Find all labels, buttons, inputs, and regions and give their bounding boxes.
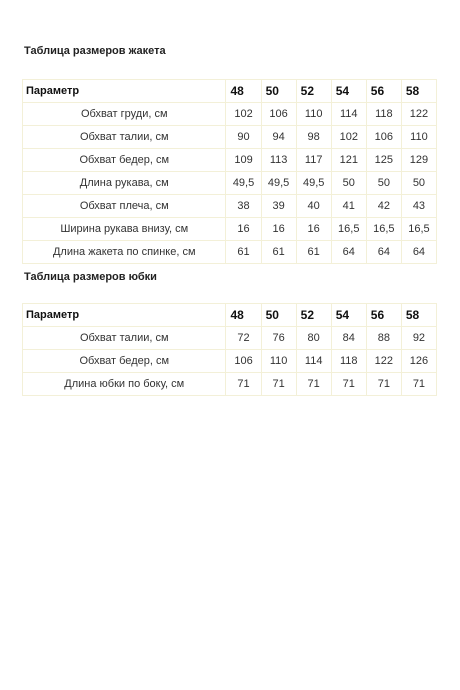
size-value-cell: 102 (331, 126, 366, 149)
size-value-cell: 92 (401, 327, 436, 350)
size-value-cell: 61 (296, 241, 331, 264)
size-value-cell: 72 (226, 327, 261, 350)
size-value-cell: 71 (226, 373, 261, 396)
column-header-size: 58 (401, 304, 436, 327)
size-value-cell: 102 (226, 103, 261, 126)
size-value-cell: 16,5 (366, 218, 401, 241)
size-value-cell: 122 (366, 350, 401, 373)
table-row (23, 172, 437, 195)
row-parameter-label: Обхват талии, см (23, 327, 226, 350)
size-value-cell: 50 (366, 172, 401, 195)
size-value-cell: 76 (261, 327, 296, 350)
size-value-cell: 114 (331, 103, 366, 126)
table-row (23, 241, 437, 264)
size-value-cell: 71 (261, 373, 296, 396)
row-parameter-label: Обхват плеча, см (23, 195, 226, 218)
table-header-row (23, 304, 437, 327)
table-row (23, 103, 437, 126)
column-header-size: 50 (261, 80, 296, 103)
size-value-cell: 16 (296, 218, 331, 241)
row-parameter-label: Обхват груди, см (23, 103, 226, 126)
row-parameter-label: Обхват бедер, см (23, 350, 226, 373)
column-header-size: 50 (261, 304, 296, 327)
row-parameter-label: Ширина рукава внизу, см (23, 218, 226, 241)
size-value-cell: 38 (226, 195, 261, 218)
size-value-cell: 64 (331, 241, 366, 264)
column-header-size: 56 (366, 80, 401, 103)
size-value-cell: 117 (296, 149, 331, 172)
size-value-cell: 118 (366, 103, 401, 126)
size-value-cell: 125 (366, 149, 401, 172)
column-header-size: 52 (296, 80, 331, 103)
size-value-cell: 113 (261, 149, 296, 172)
size-value-cell: 118 (331, 350, 366, 373)
column-header-size: 58 (401, 80, 436, 103)
size-value-cell: 126 (401, 350, 436, 373)
size-value-cell: 16,5 (401, 218, 436, 241)
row-parameter-label: Обхват талии, см (23, 126, 226, 149)
size-value-cell: 109 (226, 149, 261, 172)
table-row (23, 149, 437, 172)
size-value-cell: 39 (261, 195, 296, 218)
size-value-cell: 114 (296, 350, 331, 373)
size-value-cell: 122 (401, 103, 436, 126)
column-header-parameter: Параметр (23, 304, 226, 327)
size-value-cell: 90 (226, 126, 261, 149)
size-value-cell: 16 (261, 218, 296, 241)
table-row (23, 373, 437, 396)
size-value-cell: 106 (226, 350, 261, 373)
size-value-cell: 71 (296, 373, 331, 396)
column-header-size: 54 (331, 80, 366, 103)
table-row (23, 126, 437, 149)
table-row (23, 327, 437, 350)
size-value-cell: 43 (401, 195, 436, 218)
column-header-parameter: Параметр (23, 80, 226, 103)
jacket-size-table (22, 79, 437, 264)
table-header-row (23, 80, 437, 103)
table-row (23, 350, 437, 373)
size-value-cell: 106 (261, 103, 296, 126)
size-value-cell: 61 (261, 241, 296, 264)
column-header-size: 56 (366, 304, 401, 327)
size-value-cell: 16 (226, 218, 261, 241)
table-row (23, 218, 437, 241)
size-value-cell: 50 (331, 172, 366, 195)
column-header-size: 54 (331, 304, 366, 327)
size-value-cell: 41 (331, 195, 366, 218)
size-value-cell: 40 (296, 195, 331, 218)
size-value-cell: 64 (366, 241, 401, 264)
size-value-cell: 71 (401, 373, 436, 396)
column-header-size: 48 (226, 80, 261, 103)
jacket-size-table-title: Таблица размеров жакета (24, 45, 166, 57)
column-header-size: 52 (296, 304, 331, 327)
size-value-cell: 80 (296, 327, 331, 350)
size-value-cell: 110 (401, 126, 436, 149)
size-value-cell: 49,5 (296, 172, 331, 195)
skirt-size-table (22, 303, 437, 396)
size-value-cell: 61 (226, 241, 261, 264)
size-value-cell: 84 (331, 327, 366, 350)
row-parameter-label: Длина жакета по спинке, см (23, 241, 226, 264)
size-value-cell: 110 (296, 103, 331, 126)
size-value-cell: 129 (401, 149, 436, 172)
size-value-cell: 106 (366, 126, 401, 149)
skirt-size-table-title: Таблица размеров юбки (24, 271, 157, 283)
size-value-cell: 71 (366, 373, 401, 396)
size-value-cell: 64 (401, 241, 436, 264)
size-value-cell: 49,5 (226, 172, 261, 195)
table-row (23, 195, 437, 218)
size-value-cell: 110 (261, 350, 296, 373)
size-value-cell: 50 (401, 172, 436, 195)
column-header-size: 48 (226, 304, 261, 327)
size-value-cell: 121 (331, 149, 366, 172)
size-value-cell: 49,5 (261, 172, 296, 195)
row-parameter-label: Длина юбки по боку, см (23, 373, 226, 396)
row-parameter-label: Обхват бедер, см (23, 149, 226, 172)
size-value-cell: 88 (366, 327, 401, 350)
size-value-cell: 71 (331, 373, 366, 396)
size-value-cell: 98 (296, 126, 331, 149)
size-value-cell: 94 (261, 126, 296, 149)
row-parameter-label: Длина рукава, см (23, 172, 226, 195)
size-value-cell: 16,5 (331, 218, 366, 241)
size-value-cell: 42 (366, 195, 401, 218)
